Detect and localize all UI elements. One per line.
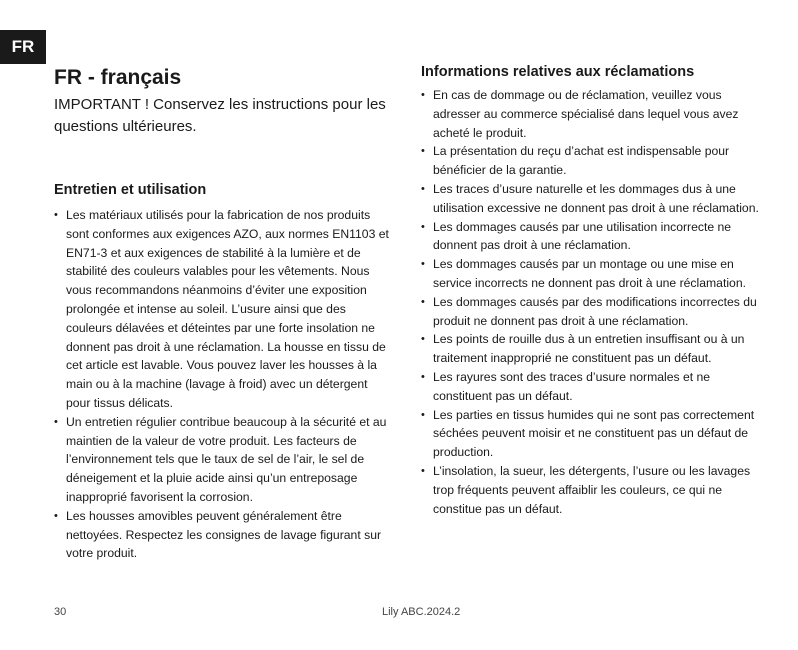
- claims-section-heading: Informations relatives aux réclamations: [421, 64, 695, 80]
- language-tab: FR: [0, 30, 46, 64]
- list-item: • Les housses amovibles peuvent généralement être nettoyées. Respectez les consignes de lavage figurant sur votre produit.: [54, 507, 394, 563]
- claims-list: [421, 86, 766, 518]
- list-item: • En cas de dommage ou de réclamation, veuillez vous adresser au commerce spécialisé dans lequel vous avez acheté le produit.: [421, 86, 766, 142]
- right-column: [421, 62, 766, 518]
- list-item: • Les points de rouille dus à un entretien insuffisant ou à un traitement inapproprié ne constituent pas un défaut.: [421, 330, 766, 368]
- model-label: Lily ABC.2024.2: [382, 606, 461, 618]
- list-item: • Les parties en tissus humides qui ne sont pas correctement séchées peuvent moisir et ne constituent pas un défaut de production.: [421, 406, 766, 462]
- care-list: [54, 206, 394, 563]
- list-item: • Un entretien régulier contribue beaucoup à la sécurité et au maintien de la valeur de votre produit. Les facteurs de l’environnement tels que le taux de sel de l’air, le sel de déneigement et la pluie acide ainsi qu’un entreposage inapproprié favorisent la corrosion.: [54, 413, 394, 507]
- important-notice: IMPORTANT ! Conservez les instructions pour les questions ultérieures.: [54, 96, 386, 135]
- page-number: 30: [54, 606, 67, 618]
- list-item: • Les dommages causés par des modifications incorrectes du produit ne donnent pas droit à une réclamation.: [421, 293, 766, 331]
- left-column: [54, 66, 394, 563]
- care-section-heading: Entretien et utilisation: [54, 182, 207, 198]
- list-item: • L’insolation, la sueur, les détergents, l’usure ou les lavages trop fréquents peuvent affaiblir les couleurs, ce qui ne constitue pas un défaut.: [421, 462, 766, 518]
- list-item: • La présentation du reçu d’achat est indispensable pour bénéficier de la garantie.: [421, 142, 766, 180]
- page-title: FR - français: [54, 66, 182, 89]
- list-item: • Les traces d’usure naturelle et les dommages dus à une utilisation excessive ne donnent pas droit à une réclamation.: [421, 180, 766, 218]
- list-item: • Les rayures sont des traces d’usure normales et ne constituent pas un défaut.: [421, 368, 766, 406]
- list-item: • Les matériaux utilisés pour la fabrication de nos produits sont conformes aux exigences AZO, aux normes EN1103 et EN71-3 et aux exigences de stabilité à la lumière et de stabilité des couleurs valables pour les vêtements. Nous vous recommandons néanmoins d’éviter une exposition prolongée et intense au soleil. L’usure ainsi que des couleurs délavées et déteintes par une forte insolation ne donnent pas droit à une réclamation. La housse en tissu de cet article est lavable. Vous pouvez laver les housses à la main ou à la machine (lavage à froid) avec un détergent pour tissus délicats.: [54, 206, 394, 413]
- list-item: • Les dommages causés par une utilisation incorrecte ne donnent pas droit à une réclamation.: [421, 218, 766, 256]
- list-item: • Les dommages causés par un montage ou une mise en service incorrects ne donnent pas droit à une réclamation.: [421, 255, 766, 293]
